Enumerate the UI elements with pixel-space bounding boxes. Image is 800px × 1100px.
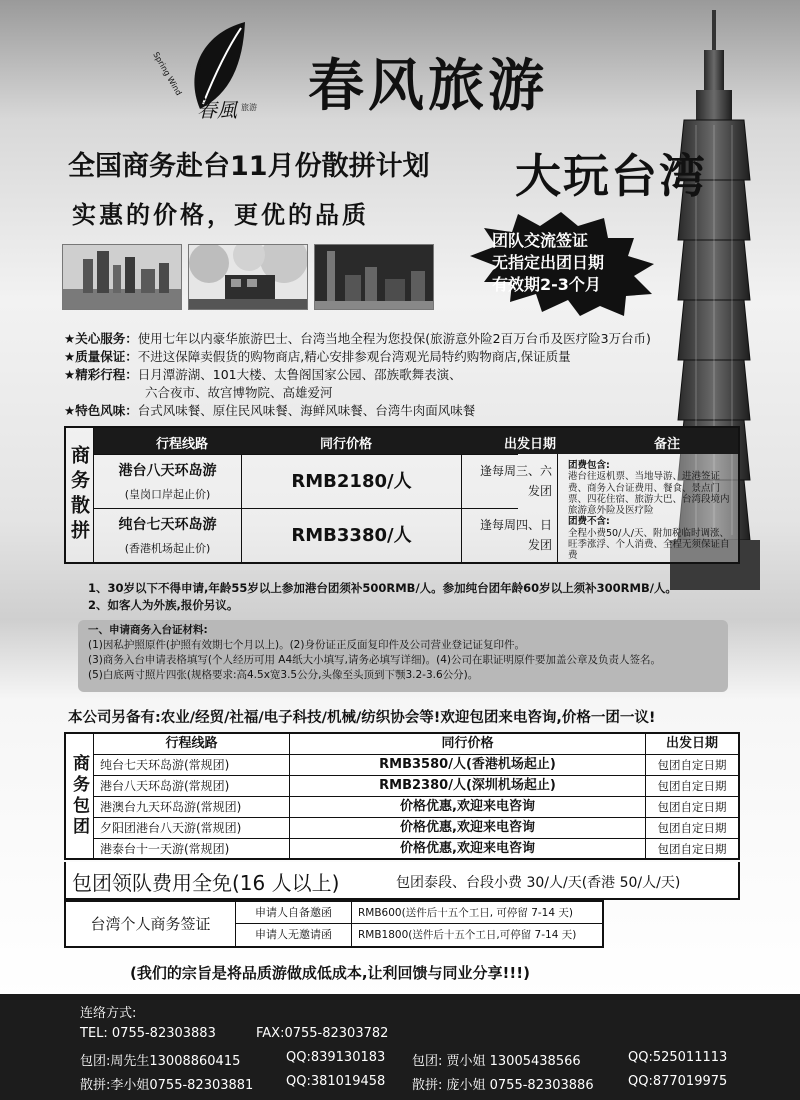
feature-text: 六合夜市、故宫博物院、高雄爱河 [145, 385, 333, 400]
route-date: 逢每周四、日 [479, 518, 552, 532]
route-date: 包团自定日期 [657, 800, 727, 814]
feature-text: 使用七年以内豪华旅游巴士、台湾当地全程为您投保(旅游意外险2百万台币及医疗险3万台币) [137, 331, 651, 346]
contact-group-2-qq: QQ:525011113 [628, 1050, 728, 1065]
feature-label: 精彩行程： [75, 367, 138, 382]
header-route: 行程线路 [156, 437, 209, 452]
route-date: 包团自定日期 [657, 842, 727, 856]
header-notes: 备注 [654, 437, 681, 452]
visa-type: 申请人无邀请函 [236, 924, 352, 946]
business-scatter-table [64, 426, 740, 564]
visa-price: RMB1800(送件后十五个工日,可停留 7-14 天) [358, 929, 577, 941]
table1-notes [568, 460, 736, 562]
motto-text: (我们的宗旨是将品质游做成低成本,让利回馈与同业分享!!!) [130, 964, 530, 982]
extra-services-text: 本公司另备有:农业/经贸/社福/电子科技/机械/纺织协会等!欢迎包团来电咨询,价格一团一议! [68, 710, 656, 726]
feature-label: 特色风味： [75, 403, 138, 418]
contact-group-1: 包团:周先生13008860415 [80, 1054, 241, 1069]
feature-label: 关心服务： [75, 331, 138, 346]
table-row [94, 454, 552, 508]
badge-line-2: 无指定出团日期 [492, 253, 605, 272]
header-date: 出发日期 [504, 437, 557, 452]
route-price: RMB2180/人 [242, 455, 462, 509]
table-row [94, 508, 552, 562]
route-name: 纯台七天环岛游 [118, 517, 217, 533]
team-leader-free-row [64, 862, 740, 900]
contact-group-1-qq: QQ:839130183 [286, 1050, 386, 1065]
photo-night-city [314, 244, 434, 310]
route-price: 价格优惠,欢迎来电咨询 [290, 839, 646, 859]
route-price: RMB3380/人 [242, 509, 462, 563]
badge-line-1: 团队交流签证 [492, 231, 589, 250]
application-materials-box [78, 620, 728, 692]
tagline: 实惠的价格，更优的品质 [72, 200, 369, 229]
visa-row [236, 902, 602, 924]
headline: 全国商务赴台11月份散拼计划 [68, 151, 430, 182]
route-price: 价格优惠,欢迎来电咨询 [290, 818, 646, 838]
route-name: 纯台七天环岛游(常规团) [94, 755, 290, 775]
table-row [94, 755, 738, 776]
table-row [94, 839, 738, 860]
brand-logo [145, 14, 275, 124]
material-line: (1)因私护照原件(护照有效期七个月以上)。(2)身份证正反面复印件及公司营业登记证复印件。 [88, 639, 525, 651]
feature-item: ★ 精彩行程： 日月潭游湖、101大楼、太鲁阁国家公园、邵族歌舞表演、 [64, 367, 462, 382]
notes-include-label: 团费包含: [568, 460, 610, 471]
header-route: 行程线路 [94, 734, 290, 754]
contact-group-2: 包团: 贾小姐 13005438566 [412, 1054, 581, 1069]
photo-train-blossom [188, 244, 308, 310]
route-date-2: 发团 [527, 484, 552, 498]
route-date: 包团自定日期 [657, 758, 727, 772]
logo-chinese-text: 春風 [197, 98, 237, 122]
route-name: 港澳台九天环岛游(常规团) [94, 797, 290, 817]
logo-english-text: Spring Wind [151, 50, 184, 97]
header-price: 同行价格 [290, 734, 646, 754]
notes-exclude: 全程小费50/人/天、附加税临时调涨、旺季涨浮、个人消费、全程无须保证自费 [568, 527, 730, 562]
visa-price: RMB600(送件后十五个工日, 可停留 7-14 天) [358, 907, 573, 919]
business-group-table [64, 732, 740, 860]
team-free-tips: 包团泰段、台段小费 30/人/天(香港 50/人/天) [396, 875, 681, 891]
feature-item: ★ 特色风味： 台式风味餐、原住民风味餐、海鲜风味餐、台湾牛肉面风味餐 [64, 403, 476, 418]
route-date: 包团自定日期 [657, 779, 727, 793]
contact-tel: TEL: 0755-82303883 [80, 1026, 216, 1041]
visa-table [64, 900, 604, 948]
notes-exclude-label: 团费不含: [568, 516, 610, 528]
material-title: 一、申请商务入台证材料: [88, 624, 208, 636]
material-line: (3)商务入台申请表格填写(个人经历可用 A4纸大小填写,请务必填写详细)。(4)公司在职证明原件要加盖公章及负责人签名。 [88, 654, 661, 666]
table1-header [94, 428, 738, 454]
feature-list [64, 330, 704, 420]
visa-badge [456, 212, 666, 316]
badge-line-3: 有效期2-3个月 [492, 275, 601, 294]
contact-fax: FAX:0755-82303782 [256, 1026, 389, 1041]
visa-type: 申请人自备邀函 [236, 902, 352, 924]
contact-scatter-2-qq: QQ:877019975 [628, 1074, 728, 1089]
photo-city-skyline [62, 244, 182, 310]
contact-section [0, 994, 800, 1100]
table-row [94, 797, 738, 818]
route-name: 夕阳团港台八天游(常规团) [94, 818, 290, 838]
visa-row [236, 924, 602, 946]
note-line: 2、如客人为外族,报价另议。 [88, 598, 239, 612]
route-sub: (皇岗口岸起止价) [124, 488, 211, 501]
feature-text: 不进这保障卖假货的购物商店,精心安排参观台湾观光局特约购物商店,保证质量 [137, 349, 571, 364]
notes-include: 港台往返机票、当地导游、进港签证费、商务入台证费用、餐食、景点门票、四花住宿、旅游大巴、台湾段境内旅游意外险及医疗险 [568, 471, 730, 517]
feature-item: ★ 关心服务： 使用七年以内豪华旅游巴士、台湾当地全程为您投保(旅游意外险2百万台币及医疗险3万台币) [64, 331, 651, 346]
material-line: (5)白底两寸照片四张(规格要求:高4.5x宽3.5公分,头像至头顶到下颚3.2-3.6公分)。 [88, 669, 479, 681]
route-date-2: 发团 [527, 538, 552, 552]
logo-small-text: 旅游 [241, 103, 257, 112]
contact-scatter-2: 散拼: 庞小姐 0755-82303886 [412, 1078, 594, 1093]
route-price: 价格优惠,欢迎来电咨询 [290, 797, 646, 817]
route-date: 逢每周三、六 [479, 464, 552, 478]
route-name: 港台八天环岛游(常规团) [94, 776, 290, 796]
table-row [94, 818, 738, 839]
header-price: 同行价格 [320, 437, 373, 452]
feature-item [64, 384, 704, 402]
route-name: 港台八天环岛游 [118, 463, 217, 479]
age-notes [88, 580, 677, 614]
contact-scatter-1-qq: QQ:381019458 [286, 1074, 386, 1089]
table2-header [94, 734, 738, 755]
table2-side-label: 商务包团 [66, 734, 94, 858]
route-price: RMB3580/人(香港机场起止) [290, 755, 646, 775]
visa-title: 台湾个人商务签证 [66, 902, 236, 946]
feature-text: 日月潭游湖、101大楼、太鲁阁国家公园、邵族歌舞表演、 [137, 367, 462, 382]
big-title: 大玩台湾 [515, 149, 707, 203]
contact-title: 连络方式: [80, 1006, 137, 1021]
note-line: 1、30岁以下不得申请,年龄55岁以上参加港台团须补500RMB/人。参加纯台团年龄60岁以上须补300RMB/人。 [88, 581, 677, 595]
contact-scatter-1: 散拼:李小姐0755-82303881 [80, 1078, 254, 1093]
brand-title: 春风旅游 [308, 54, 548, 119]
route-price: RMB2380/人(深圳机场起止) [290, 776, 646, 796]
badge-lines [492, 230, 642, 296]
header-date: 出发日期 [665, 736, 718, 751]
feature-text: 台式风味餐、原住民风味餐、海鲜风味餐、台湾牛肉面风味餐 [137, 403, 476, 418]
feature-item: ★ 质量保证： 不进这保障卖假货的购物商店,精心安排参观台湾观光局特约购物商店,保证质量 [64, 349, 571, 364]
route-sub: (香港机场起止价) [124, 542, 211, 555]
table1-side-label: 商务散拼 [66, 428, 94, 562]
table-row [94, 776, 738, 797]
team-free-main: 包团领队费用全免(16 人以上) [72, 871, 340, 895]
route-date: 包团自定日期 [657, 821, 727, 835]
route-name: 港泰台十一天游(常规团) [94, 839, 290, 859]
feature-label: 质量保证： [75, 349, 138, 364]
